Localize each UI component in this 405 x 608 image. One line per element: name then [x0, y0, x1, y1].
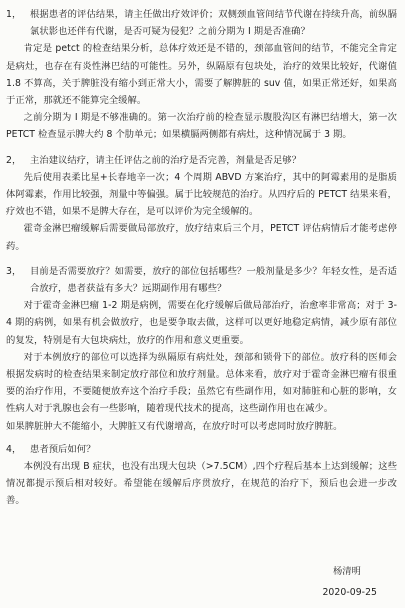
answer-3-paragraph-3: 如果脾脏肿大不能缩小，大脾脏又有代谢增高，在放疗时可以考虑同时放疗脾脏。 [6, 420, 343, 432]
question-1-text: 根据患者的评估结果，请主任做出疗效评价；双侧颈血管间结节代谢在持续升高，前纵膈氯状影也还伴有代谢，是否可疑为侵犯？之前分期为 I 期是否准确？ [30, 9, 397, 38]
answer-3-paragraph-2: 对于本例放疗的部位可以选择为纵隔原有病灶处，颈部和锁骨下的部位。放疗科的医师会根据发病时的检查结果来制定放疗部位和放疗剂量。总体来看，放疗对于霍奇金淋巴瘤有很重要的治疗作用，不要随便放弃这个治疗手段；虽然它有些副作用，如对肺脏和心脏的影响，女性病人对于乳腺也会有一些影响，随着现代技术的提高，这些副作用也在减少。 [6, 351, 397, 415]
question-2-text: 主治建议结疗，请主任评估之前的治疗是否完善，剂量是否足够？ [30, 154, 302, 166]
answer-3-paragraph-1: 对于霍奇金淋巴瘤 1-2 期是病例，需要在化疗缓解后做局部治疗，治愈率非常高；对于 3-4 期的病例，如果有机会做放疗，也是要争取去做，这样可以更好地稳定病情，减少原有部位的复发，特别是有大包块病灶，放疗的作用和意义更重要。 [6, 300, 397, 346]
question-3 [6, 263, 397, 297]
answer-1-paragraph-1: 肯定是 petct 的检查结果分析，总体疗效还是不错的，颈部血管间的结节，不能完全肯定是病灶，也存在有炎性淋巴结的可能性。另外，纵隔原有包块处，治疗的效果比较好，代谢值 1.8 不算高，关于脾脏没有缩小到正常大小，需要了解脾脏的 suv 值，如果正常还好，如果高于正常，那就还不能算完全缓解。 [6, 43, 397, 107]
question-3-number: 3， [6, 265, 22, 277]
answer-4-paragraph-1: 本例没有出现 B 症状，也没有出现大包块（>7.5CM）,四个疗程后基本上达到缓解；这些情况都提示预后相对较好。希望能在缓解后序贯放疗，在规范的治疗下，预后也会进一步改善。 [6, 461, 397, 507]
answer-1-paragraph-2: 之前分期为 I 期是不够准确的。第一次治疗前的检查显示腹股沟区有淋巴结增大，第一次 PETCT 检查显示脾大约 8 个肋单元；如果横膈两侧都有病灶，这种情况属于 3 期。 [6, 112, 397, 141]
question-4-text: 患者预后如何？ [30, 443, 96, 455]
question-1 [6, 6, 397, 40]
answer-2-paragraph-1: 先后使用表柔比星+长春地辛一次；4 个周期 ABVD 方案治疗，其中的阿霉素用的是脂质体阿霉素，作用比较强，剂量中等偏强。属于比较规范的治疗。从四疗后的 PETCT 结果来看，疗效也不错，如果不是脾大存在，是可以评价为完全缓解的。 [6, 171, 397, 218]
question-2 [6, 152, 397, 169]
signature-name: 杨清明 [332, 566, 361, 577]
signature-date: 2020-09-25 [322, 587, 377, 598]
question-3-text: 目前是否需要放疗？如需要，放疗的部位包括哪些？一般剂量是多少？年轻女性，是否适合放疗，患者获益有多大？远期副作用有哪些？ [30, 265, 397, 295]
answer-2-paragraph-2: 霍奇金淋巴瘤缓解后需要做局部放疗，放疗结束后三个月，PETCT 评估病情后才能考虑停药。 [6, 223, 397, 252]
question-4-number: 4， [6, 443, 22, 455]
question-4 [6, 441, 397, 458]
question-1-number: 1， [6, 9, 22, 20]
question-2-number: 2， [6, 154, 22, 166]
